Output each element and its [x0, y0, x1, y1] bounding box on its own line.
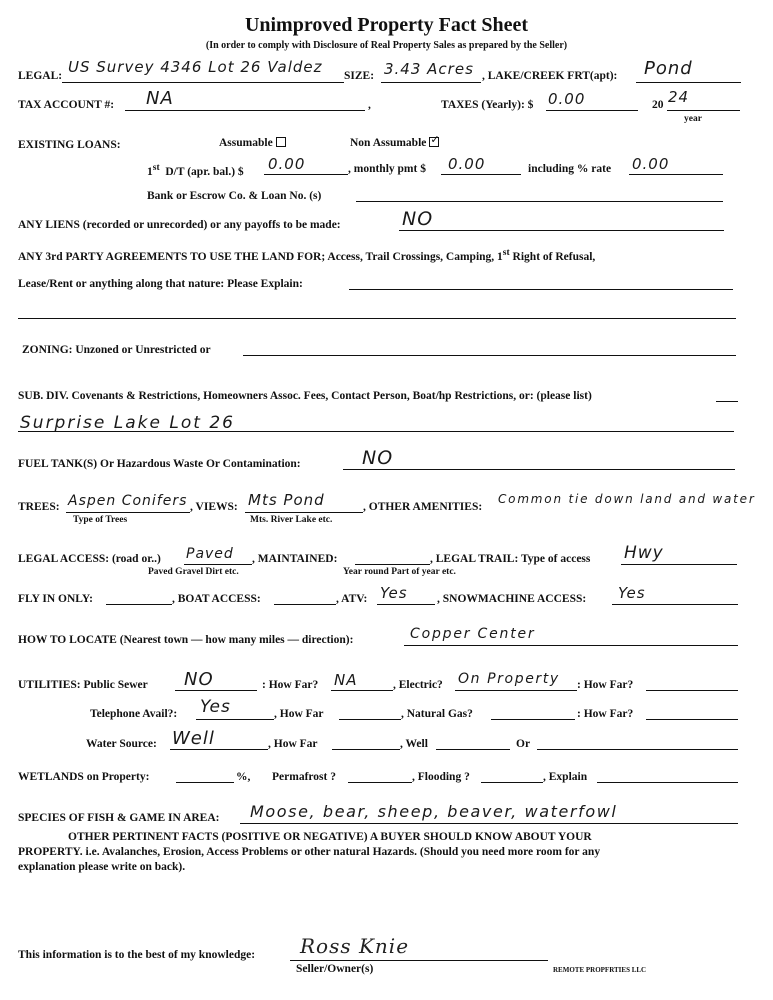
fuel-label: FUEL TANK(S) Or Hazardous Waste Or Contamination:: [18, 458, 301, 470]
agreements-label: [18, 248, 595, 263]
wetlands-underline: [176, 782, 234, 783]
electric-value[interactable]: On Property: [458, 671, 560, 687]
subdiv-underline: [18, 431, 734, 432]
non-assumable-label: Non Assumable: [350, 137, 427, 149]
monthly-label: , monthly pmt $: [348, 163, 426, 175]
locate-label: HOW TO LOCATE (Nearest town — how many miles — direction):: [18, 634, 354, 646]
atv-value[interactable]: Yes: [380, 584, 408, 602]
trail-underline: [621, 564, 737, 565]
trees-caption: Type of Trees: [73, 515, 128, 525]
signature-underline: [290, 960, 548, 961]
maintained-underline: [355, 564, 430, 565]
permafrost-underline: [348, 782, 412, 783]
dt-label: [147, 163, 244, 178]
tax-account-underline: [125, 110, 365, 111]
lake-label: , LAKE/CREEK FRT(apt):: [482, 70, 618, 82]
fly-underline: [106, 604, 172, 605]
rate-underline: [629, 174, 723, 175]
sewer-underline: [175, 690, 257, 691]
pertinent-line-3: explanation please write on back).: [18, 861, 186, 873]
phone-howfar-label: , How Far: [274, 708, 324, 720]
lake-underline: [636, 82, 741, 83]
rate-label: including % rate: [528, 163, 612, 175]
tax-account-comma: ,: [368, 99, 371, 111]
species-underline: [240, 823, 738, 824]
company-name: REMOTE PROPFRTIES LLC: [553, 966, 647, 974]
fuel-value[interactable]: NO: [362, 447, 394, 469]
dt-underline: [264, 174, 348, 175]
taxes-value[interactable]: 0.00: [548, 90, 586, 108]
access-caption: Paved Gravel Dirt etc.: [148, 567, 239, 577]
water-howfar-label: , How Far: [268, 738, 318, 750]
water-label: Water Source:: [86, 738, 157, 750]
howfar-value[interactable]: NA: [334, 671, 358, 689]
flooding-label: , Flooding ?: [412, 771, 470, 783]
trees-underline: [66, 512, 190, 513]
subdiv-value[interactable]: Surprise Lake Lot 26: [20, 413, 235, 433]
views-value[interactable]: Mts Pond: [248, 491, 325, 509]
howfar2-underline: [646, 690, 738, 691]
water-howfar-underline: [332, 749, 400, 750]
views-label: , VIEWS:: [190, 501, 238, 513]
snow-underline: [612, 604, 738, 605]
taxes-label: TAXES (Yearly): $: [441, 99, 534, 111]
dt-ordinal: 1: [147, 165, 153, 178]
size-value[interactable]: 3.43 Acres: [384, 60, 474, 78]
non-assumable-option: [350, 137, 439, 149]
snow-label: , SNOWMACHINE ACCESS:: [437, 593, 587, 605]
or-label: Or: [516, 738, 531, 750]
gas-underline: [491, 719, 575, 720]
lake-value[interactable]: Pond: [644, 58, 693, 79]
liens-value[interactable]: NO: [402, 208, 434, 230]
agreements-label-b: Right of Refusal,: [512, 250, 596, 263]
monthly-underline: [441, 174, 521, 175]
fuel-underline: [343, 469, 735, 470]
howfar-underline: [331, 690, 393, 691]
water-underline: [170, 749, 268, 750]
species-label: SPECIES OF FISH & GAME IN AREA:: [18, 812, 220, 824]
loans-label: EXISTING LOANS:: [18, 139, 121, 151]
wetlands-pct-label: %,: [236, 771, 251, 783]
maintained-caption: Year round Part of year etc.: [343, 567, 456, 577]
explain-label: , Explain: [543, 771, 588, 783]
taxes-underline: [546, 110, 638, 111]
maintained-label: , MAINTAINED:: [252, 553, 338, 565]
explain-underline: [597, 782, 738, 783]
amenities-label: , OTHER AMENITIES:: [363, 501, 483, 513]
trail-value[interactable]: Hwy: [624, 543, 664, 563]
electric-label: , Electric?: [393, 679, 443, 691]
zoning-underline: [243, 355, 736, 356]
bank-underline: [356, 201, 723, 202]
amenities-value[interactable]: Common tie down land and water: [498, 492, 756, 506]
locate-underline: [404, 645, 738, 646]
atv-label: , ATV:: [336, 593, 368, 605]
wetlands-label: WETLANDS on Property:: [18, 771, 150, 783]
legal-value[interactable]: US Survey 4346 Lot 26 Valdez: [68, 58, 323, 76]
permafrost-label: Permafrost ?: [272, 771, 336, 783]
gas-howfar-label: : How Far?: [577, 708, 634, 720]
bank-label: Bank or Escrow Co. & Loan No. (s): [147, 190, 322, 202]
access-label: LEGAL ACCESS: (road or..): [18, 553, 161, 565]
pertinent-line-1: OTHER PERTINENT FACTS (POSITIVE OR NEGATIVE) A BUYER SHOULD KNOW ABOUT YOUR: [68, 831, 592, 843]
agreements-label-a: ANY 3rd PARTY AGREEMENTS TO USE THE LAND FOR; Access, Trail Crossings, Camping, 1: [18, 250, 503, 263]
year-caption: year: [684, 114, 702, 124]
pertinent-line-2: PROPERTY. i.e. Avalanches, Erosion, Access Problems or other natural Hazards. (Should you need more room for any: [18, 846, 601, 858]
howfar-label: : How Far?: [262, 679, 319, 691]
locate-value[interactable]: Copper Center: [410, 626, 536, 642]
trees-label: TREES:: [18, 501, 60, 513]
trees-value[interactable]: Aspen Conifers: [68, 493, 188, 509]
boat-underline: [274, 604, 336, 605]
views-underline: [245, 512, 363, 513]
assumable-option: [219, 137, 286, 149]
page-subtitle: (In order to comply with Disclosure of Real Property Sales as prepared by the Seller): [205, 40, 568, 51]
size-underline: [381, 82, 481, 83]
assumable-label: Assumable: [219, 137, 273, 149]
owner-caption: Seller/Owner(s): [296, 963, 374, 975]
page-title: Unimproved Property Fact Sheet: [244, 14, 529, 36]
year-prefix: 20: [652, 99, 664, 111]
electric-underline: [455, 690, 577, 691]
boat-label: , BOAT ACCESS:: [172, 593, 261, 605]
subdiv-label: SUB. DIV. Covenants & Restrictions, Homeowners Assoc. Fees, Contact Person, Boat/hp Restrictions, or: (please list): [18, 390, 592, 402]
lease-underline-2: [18, 318, 736, 319]
lease-underline: [349, 289, 733, 290]
assumable-checkbox[interactable]: [276, 137, 286, 147]
or-underline: [537, 749, 738, 750]
phone-underline: [196, 719, 274, 720]
howfar2-label: : How Far?: [577, 679, 634, 691]
dt-value[interactable]: 0.00: [268, 155, 306, 173]
sewer-value[interactable]: NO: [184, 669, 214, 690]
liens-label: ANY LIENS (recorded or unrecorded) or any payoffs to be made:: [18, 219, 341, 231]
non-assumable-checkbox[interactable]: [429, 137, 439, 147]
gas-label: , Natural Gas?: [401, 708, 473, 720]
tax-account-label: TAX ACCOUNT #:: [18, 99, 115, 111]
views-caption: Mts. River Lake etc.: [250, 515, 333, 525]
fly-label: FLY IN ONLY:: [18, 593, 93, 605]
year-value[interactable]: 24: [668, 88, 690, 106]
dt-label-text: D/T (apr. bal.) $: [165, 165, 244, 178]
well-underline: [436, 749, 510, 750]
lease-label: Lease/Rent or anything along that nature: Please Explain:: [18, 278, 303, 290]
dt-ordinal-sup: st: [152, 163, 160, 173]
species-value[interactable]: Moose, bear, sheep, beaver, waterfowl: [250, 802, 618, 821]
subdiv-underline-end: [716, 401, 738, 402]
flooding-underline: [481, 782, 543, 783]
year-underline: [667, 110, 740, 111]
snow-value[interactable]: Yes: [618, 584, 646, 602]
utilities-label: UTILITIES: Public Sewer: [18, 679, 148, 691]
zoning-label: ZONING: Unzoned or Unrestricted or: [22, 344, 211, 356]
knowledge-label: This information is to the best of my knowledge:: [18, 949, 256, 961]
access-value[interactable]: Paved: [186, 546, 234, 562]
legal-underline: [62, 82, 344, 83]
size-label: SIZE:: [344, 70, 375, 82]
tax-account-value[interactable]: NA: [146, 88, 174, 109]
monthly-value[interactable]: 0.00: [448, 155, 486, 173]
well-label: , Well: [400, 738, 428, 750]
rate-value[interactable]: 0.00: [632, 155, 670, 173]
liens-underline: [399, 230, 724, 231]
atv-underline: [377, 604, 435, 605]
owner-signature[interactable]: Ross Knie: [300, 934, 410, 958]
legal-label: LEGAL:: [18, 70, 63, 82]
phone-value[interactable]: Yes: [200, 697, 231, 717]
gas-howfar-underline: [646, 719, 738, 720]
phone-howfar-underline: [339, 719, 401, 720]
agreements-label-sup: st: [502, 248, 510, 258]
water-value[interactable]: Well: [172, 728, 215, 749]
access-underline: [184, 564, 252, 565]
trail-label: , LEGAL TRAIL: Type of access: [430, 553, 591, 565]
phone-label: Telephone Avail?:: [90, 708, 178, 720]
